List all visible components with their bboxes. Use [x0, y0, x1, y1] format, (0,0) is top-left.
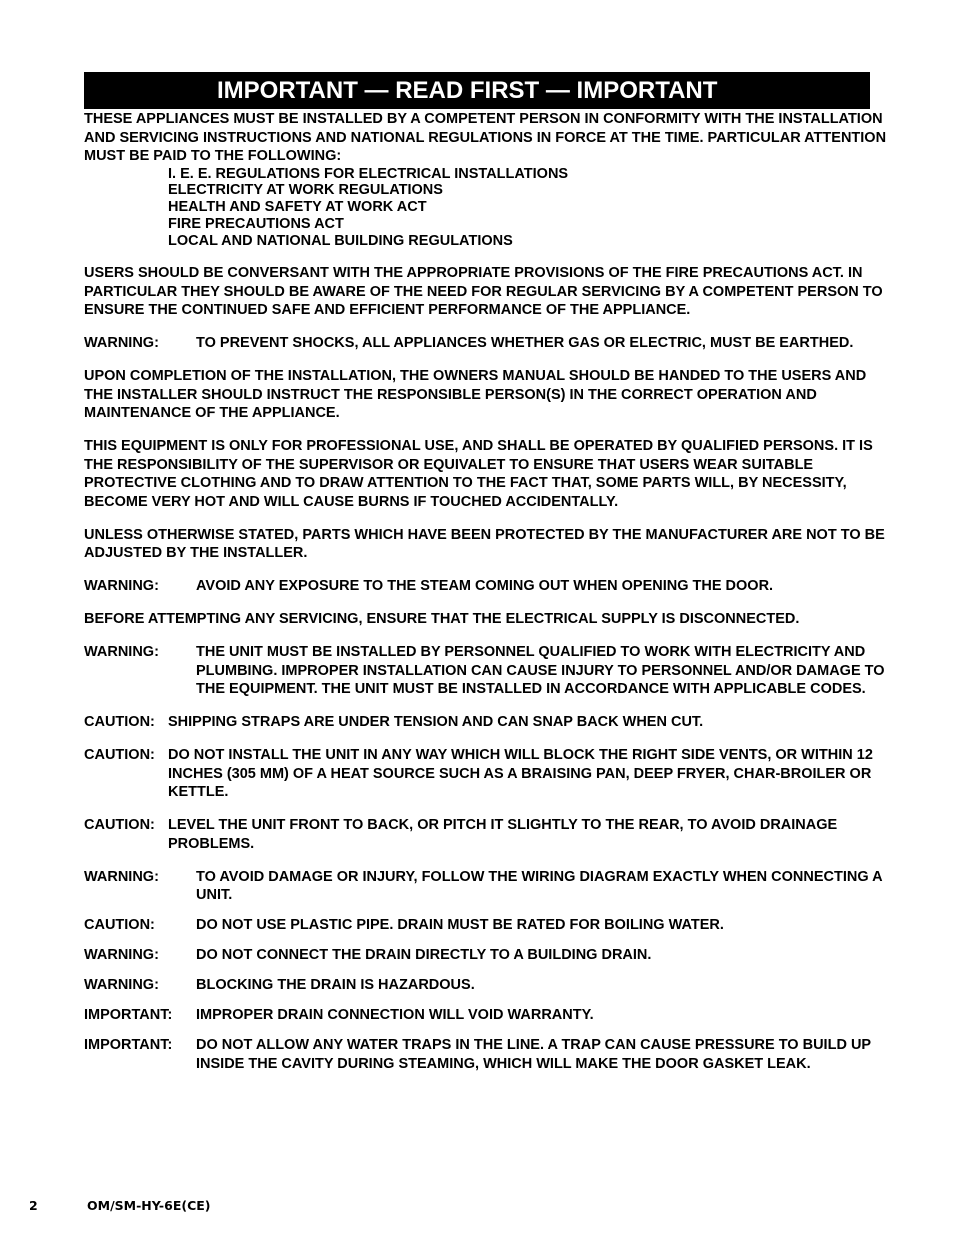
completion-paragraph: UPON COMPLETION OF THE INSTALLATION, THE OWNERS MANUAL SHOULD BE HANDED TO THE USERS AND THE INSTALLER SHOULD INSTRUCT THE RESPONSIBLE PERSON(S) IN THE CORRECT OPERATION AND MAINTENANCE OF THE APPLIANCE. — [84, 368, 867, 422]
notice-earthing — [84, 334, 890, 353]
notice-label: WARNING: — [84, 644, 159, 661]
notice-label: CAUTION: — [84, 917, 155, 934]
regulations-list — [84, 166, 890, 250]
notice-vents — [84, 746, 890, 802]
before-servicing-paragraph: BEFORE ATTEMPTING ANY SERVICING, ENSURE THAT THE ELECTRICAL SUPPLY IS DISCONNECTED. — [84, 611, 800, 628]
page-title: IMPORTANT — READ FIRST — IMPORTANT — [217, 77, 718, 104]
page-number: 2 — [29, 1198, 38, 1213]
notice-blocking-drain — [84, 976, 890, 995]
list-item: FIRE PRECAUTIONS ACT — [168, 215, 344, 232]
document-body — [84, 110, 890, 1073]
notice-label: CAUTION: — [84, 817, 155, 834]
professional-use-paragraph: THIS EQUIPMENT IS ONLY FOR PROFESSIONAL USE, AND SHALL BE OPERATED BY QUALIFIED PERSONS. IT IS THE RESPONSIBILITY OF THE SUPERVISOR OR EQUIVALET TO ENSURE THAT USERS WEAR SUITABLE PROTECTIVE CLOTHING AND TO DRAW ATTENTION TO THE FACT THAT, SOME PARTS WILL, BY NECESSITY, BECOME VERY HOT AND WILL CAUSE BURNS IF TOUCHED ACCIDENTALLY. — [84, 438, 873, 510]
notice-water-traps — [84, 1036, 890, 1073]
notice-text: DO NOT CONNECT THE DRAIN DIRECTLY TO A BUILDING DRAIN. — [196, 947, 652, 964]
users-paragraph: USERS SHOULD BE CONVERSANT WITH THE APPROPRIATE PROVISIONS OF THE FIRE PRECAUTIONS ACT. IN PARTICULAR THEY SHOULD BE AWARE OF THE NEED FOR REGULAR SERVICING BY A COMPETENT PERSON TO ENSURE THE CONTINUED SAFE AND EFFICIENT PERFORMANCE OF THE APPLIANCE. — [84, 265, 883, 319]
notice-text: AVOID ANY EXPOSURE TO THE STEAM COMING OUT WHEN OPENING THE DOOR. — [196, 578, 774, 595]
notice-label: WARNING: — [84, 578, 159, 595]
notice-warranty — [84, 1006, 890, 1025]
list-item: LOCAL AND NATIONAL BUILDING REGULATIONS — [168, 232, 513, 249]
notice-text: DO NOT INSTALL THE UNIT IN ANY WAY WHICH WILL BLOCK THE RIGHT SIDE VENTS, OR WITHIN 12 INCHES (305 MM) OF A HEAT SOURCE SUCH AS A BRAISING PAN, DEEP FRYER, CHAR-BROILER OR KETTLE. — [168, 747, 873, 801]
list-item: I. E. E. REGULATIONS FOR ELECTRICAL INSTALLATIONS — [168, 165, 569, 182]
intro-paragraph: THESE APPLIANCES MUST BE INSTALLED BY A COMPETENT PERSON IN CONFORMITY WITH THE INSTALLATION AND SERVICING INSTRUCTIONS AND NATIONAL REGULATIONS IN FORCE AT THE TIME. PARTICULAR ATTENTION MUST BE PAID TO THE FOLLOWING: — [84, 111, 887, 164]
notice-steam — [84, 577, 890, 596]
notice-text: SHIPPING STRAPS ARE UNDER TENSION AND CAN SNAP BACK WHEN CUT. — [168, 714, 704, 731]
list-item: HEALTH AND SAFETY AT WORK ACT — [168, 199, 427, 216]
notice-wiring — [84, 868, 890, 905]
notice-level — [84, 816, 890, 853]
notice-label: WARNING: — [84, 977, 159, 994]
notice-label: IMPORTANT: — [84, 1037, 173, 1054]
page-title-banner — [84, 72, 870, 109]
notice-text: DO NOT USE PLASTIC PIPE. DRAIN MUST BE RATED FOR BOILING WATER. — [196, 917, 724, 934]
notice-label: CAUTION: — [84, 714, 155, 731]
notice-label: WARNING: — [84, 868, 159, 885]
notice-building-drain — [84, 946, 890, 965]
notice-text: LEVEL THE UNIT FRONT TO BACK, OR PITCH IT SLIGHTLY TO THE REAR, TO AVOID DRAINAGE PROBLEMS. — [168, 817, 838, 852]
document-code: OM/SM-HY-6E(CE) — [87, 1198, 211, 1213]
notice-text: DO NOT ALLOW ANY WATER TRAPS IN THE LINE. A TRAP CAN CAUSE PRESSURE TO BUILD UP INSIDE THE CAVITY DURING STEAMING, WHICH WILL MAKE THE DOOR GASKET LEAK. — [196, 1037, 871, 1072]
notice-installation — [84, 643, 890, 699]
notice-label: WARNING: — [84, 335, 159, 352]
notice-text: BLOCKING THE DRAIN IS HAZARDOUS. — [196, 977, 475, 994]
notice-label: CAUTION: — [84, 747, 155, 764]
unless-paragraph: UNLESS OTHERWISE STATED, PARTS WHICH HAVE BEEN PROTECTED BY THE MANUFACTURER ARE NOT TO BE ADJUSTED BY THE INSTALLER. — [84, 526, 885, 562]
notice-text: TO PREVENT SHOCKS, ALL APPLIANCES WHETHER GAS OR ELECTRIC, MUST BE EARTHED. — [196, 335, 854, 352]
notice-text: TO AVOID DAMAGE OR INJURY, FOLLOW THE WIRING DIAGRAM EXACTLY WHEN CONNECTING A UNIT. — [196, 868, 883, 904]
notice-text: THE UNIT MUST BE INSTALLED BY PERSONNEL QUALIFIED TO WORK WITH ELECTRICITY AND PLUMBING. IMPROPER INSTALLATION CAN CAUSE INJURY TO PERSONNEL AND/OR DAMAGE TO THE EQUIPMENT. THE UNIT MUST BE INSTALLED IN ACCORDANCE WITH APPLICABLE CODES. — [196, 644, 885, 698]
notice-plastic-pipe — [84, 916, 890, 935]
notice-label: IMPORTANT: — [84, 1007, 173, 1024]
notice-text: IMPROPER DRAIN CONNECTION WILL VOID WARRANTY. — [196, 1007, 594, 1024]
notice-shipping-straps — [84, 713, 890, 732]
list-item: ELECTRICITY AT WORK REGULATIONS — [168, 182, 443, 199]
notice-label: WARNING: — [84, 947, 159, 964]
